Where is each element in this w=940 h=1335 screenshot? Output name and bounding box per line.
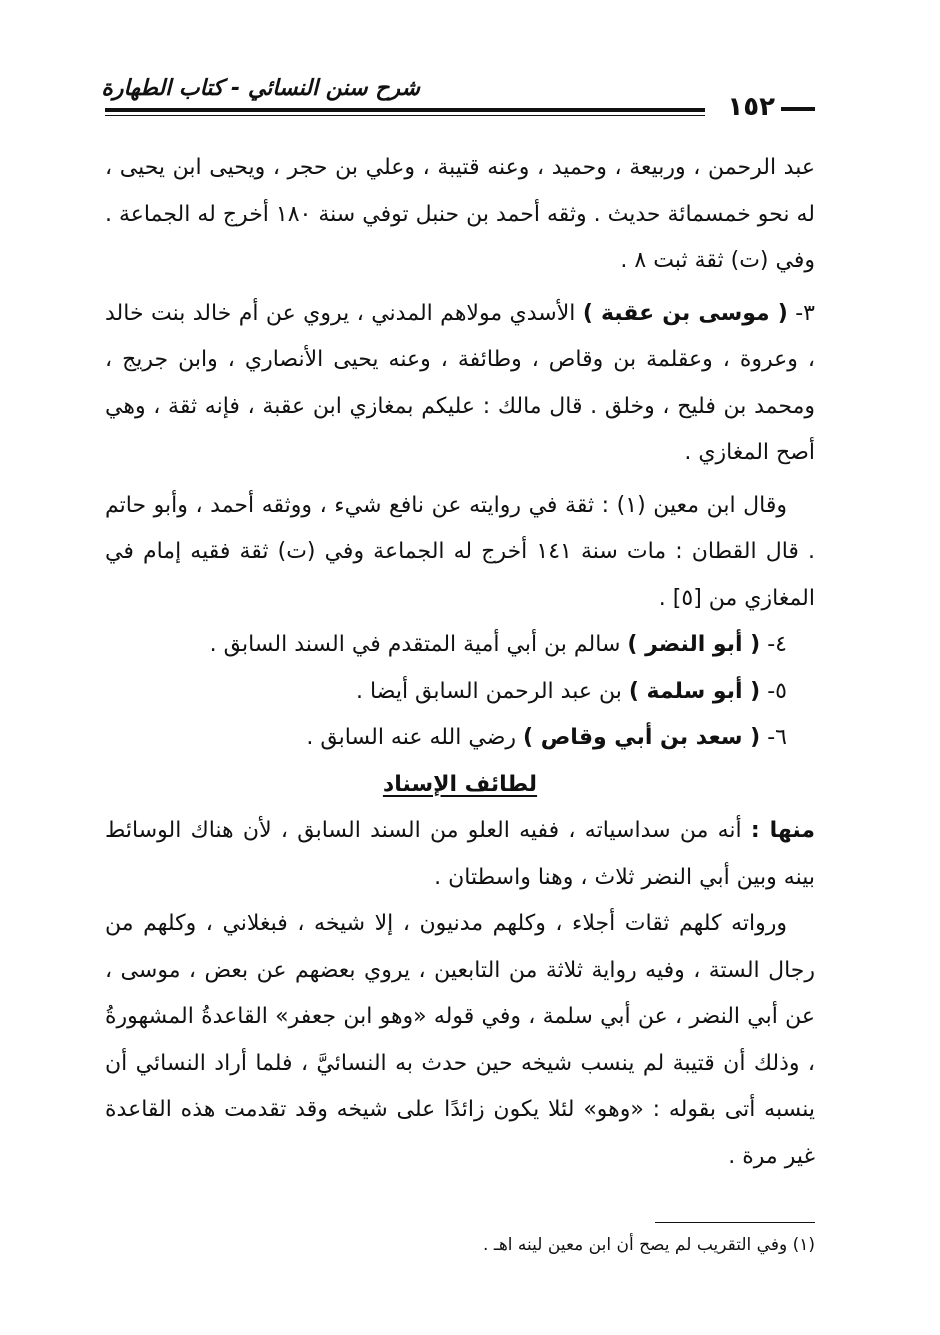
narrator-entry-5 <box>105 669 815 716</box>
footnote-rule <box>655 1222 815 1223</box>
entry-text: رضي الله عنه السابق . <box>306 725 523 750</box>
lead-text: أنه من سداسياته ، ففيه العلو من السند السابق ، لأن هناك الوسائط بينه وبين أبي النضر ثلاث ، وهنا واسطتان . <box>105 818 815 890</box>
narrator-name: ( موسى بن عقبة ) <box>582 300 788 326</box>
entry-number: ٣- <box>787 300 815 326</box>
section-title: لطائف الإسناد <box>382 771 538 797</box>
section-paragraph-2: ورواته كلهم ثقات أجلاء ، وكلهم مدنيون ، إلا شيخه ، فبغلاني ، وكلهم من رجال الستة ، وفيه رواية ثلاثة من التابعين ، يروي بعضهم عن بعض ، موسى ، عن أبي النضر ، عن أبي سلمة ، وفي قوله «وهو ابن جعفر» القاعدةُ المشهورةُ ، وذلك أن قتيبة لم ينسب شيخه حين حدث به النسائيَّ ، فلما أراد النسائي أن ينسبه أتى بقوله : «وهو» لئلا يكون زائدًا على شيخه وقد تقدمت هذه القاعدة غير مرة . <box>105 911 815 1169</box>
entry-text: بن عبد الرحمن السابق أيضا . <box>356 678 629 704</box>
footnote: (١) وفي التقريب لم يصح أن ابن معين لينه اهـ . <box>483 1235 815 1255</box>
narrator-name: ( أبو سلمة ) <box>628 678 761 704</box>
entry-text: الأسدي مولاهم المدني ، يروي عن أم خالد بنت خالد ، وعروة ، وعقلمة بن وقاص ، وطائفة ، وعنه يحيى الأنصاري ، وابن جريج ، ومحمد بن فليح ، وخلق . قال مالك : عليكم بمغازي ابن عقبة ، فإنه ثقة ، وهي أصح المغازي . <box>105 300 815 465</box>
narrator-entry-4 <box>105 622 815 669</box>
narrator-name: ( أبو النضر ) <box>627 632 761 657</box>
entry-number: ٦- <box>760 725 787 750</box>
main-text <box>105 145 815 1180</box>
narrator-name: ( سعد بن أبي وقاص ) <box>523 725 761 750</box>
page-header <box>101 70 815 130</box>
header-rule <box>105 108 705 112</box>
paragraph-ibn-maeen: وقال ابن معين (١) : ثقة في روايته عن نافع شيء ، ووثقه أحمد ، وأبو حاتم . قال القطان : مات سنة ١٤١ أخرج له الجماعة وفي (ت) ثقة فقيه إمام في المغازي من [٥] . <box>105 492 816 611</box>
entry-text: سالم بن أبي أمية المتقدم في السند السابق . <box>209 632 628 657</box>
entry-number: ٥- <box>760 678 787 704</box>
section-paragraph-1 <box>105 808 815 901</box>
lead-word: منها : <box>750 818 815 843</box>
entry-number: ٤- <box>760 632 787 657</box>
page-number: ١٥٢ <box>727 92 775 122</box>
paragraph-continuation: عبد الرحمن ، وربيعة ، وحميد ، وعنه قتيبة ، وعلي بن حجر ، ويحيى ابن يحيى ، له نحو خمسمائة حديث . وثقه أحمد بن حنبل توفي سنة ١٨٠ أخرج له الجماعة . وفي (ت) ثقة ثبت ٨ . <box>105 155 815 273</box>
narrator-entry-3 <box>105 291 815 477</box>
header-rule-thin <box>105 115 705 116</box>
running-title: شرح سنن النسائي - كتاب الطهارة <box>101 76 420 101</box>
page-number-dash <box>781 107 815 111</box>
narrator-entry-6 <box>105 715 815 762</box>
